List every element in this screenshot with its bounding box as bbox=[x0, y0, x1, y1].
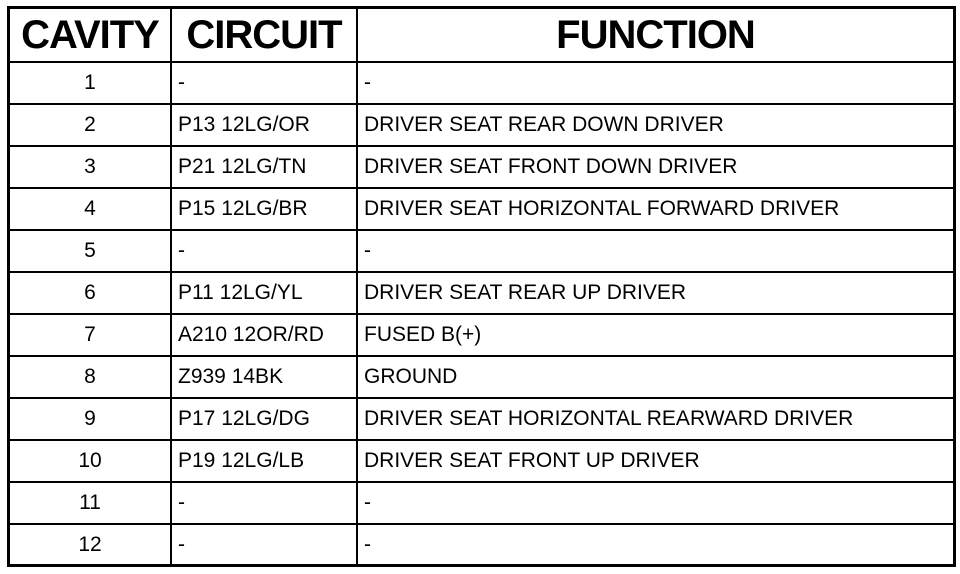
circuit-cell: - bbox=[171, 524, 357, 565]
circuit-cell: P19 12LG/LB bbox=[171, 440, 357, 482]
table-row bbox=[10, 440, 953, 482]
table-row bbox=[10, 62, 953, 104]
table-row bbox=[10, 356, 953, 398]
circuit-cell: P17 12LG/DG bbox=[171, 398, 357, 440]
function-cell: FUSED B(+) bbox=[357, 314, 953, 356]
function-cell: DRIVER SEAT FRONT DOWN DRIVER bbox=[357, 146, 953, 188]
header-circuit: CIRCUIT bbox=[171, 9, 357, 62]
table-row bbox=[10, 524, 953, 565]
function-cell: DRIVER SEAT REAR DOWN DRIVER bbox=[357, 104, 953, 146]
function-cell: GROUND bbox=[357, 356, 953, 398]
function-cell: - bbox=[357, 524, 953, 565]
cavity-cell: 10 bbox=[10, 440, 171, 482]
cavity-cell: 2 bbox=[10, 104, 171, 146]
circuit-cell: P13 12LG/OR bbox=[171, 104, 357, 146]
header-row bbox=[10, 9, 953, 62]
circuit-cell: A210 12OR/RD bbox=[171, 314, 357, 356]
circuit-cell: - bbox=[171, 62, 357, 104]
function-cell: - bbox=[357, 62, 953, 104]
circuit-cell: - bbox=[171, 230, 357, 272]
cavity-cell: 6 bbox=[10, 272, 171, 314]
table-row bbox=[10, 272, 953, 314]
circuit-cell: P21 12LG/TN bbox=[171, 146, 357, 188]
table-row bbox=[10, 314, 953, 356]
cavity-cell: 4 bbox=[10, 188, 171, 230]
cavity-cell: 12 bbox=[10, 524, 171, 565]
connector-pinout-table-frame bbox=[7, 6, 956, 567]
table-row bbox=[10, 398, 953, 440]
cavity-cell: 1 bbox=[10, 62, 171, 104]
cavity-cell: 11 bbox=[10, 482, 171, 524]
table-row bbox=[10, 104, 953, 146]
header-cavity: CAVITY bbox=[10, 9, 171, 62]
circuit-cell: P11 12LG/YL bbox=[171, 272, 357, 314]
function-cell: - bbox=[357, 482, 953, 524]
function-cell: - bbox=[357, 230, 953, 272]
function-cell: DRIVER SEAT HORIZONTAL REARWARD DRIVER bbox=[357, 398, 953, 440]
cavity-cell: 8 bbox=[10, 356, 171, 398]
circuit-cell: P15 12LG/BR bbox=[171, 188, 357, 230]
table-row bbox=[10, 482, 953, 524]
function-cell: DRIVER SEAT HORIZONTAL FORWARD DRIVER bbox=[357, 188, 953, 230]
function-cell: DRIVER SEAT FRONT UP DRIVER bbox=[357, 440, 953, 482]
function-cell: DRIVER SEAT REAR UP DRIVER bbox=[357, 272, 953, 314]
cavity-cell: 9 bbox=[10, 398, 171, 440]
header-function: FUNCTION bbox=[357, 9, 953, 62]
cavity-cell: 5 bbox=[10, 230, 171, 272]
circuit-cell: - bbox=[171, 482, 357, 524]
table-row bbox=[10, 230, 953, 272]
table-row bbox=[10, 146, 953, 188]
cavity-cell: 3 bbox=[10, 146, 171, 188]
circuit-cell: Z939 14BK bbox=[171, 356, 357, 398]
table-row bbox=[10, 188, 953, 230]
connector-pinout-table bbox=[10, 9, 953, 565]
cavity-cell: 7 bbox=[10, 314, 171, 356]
